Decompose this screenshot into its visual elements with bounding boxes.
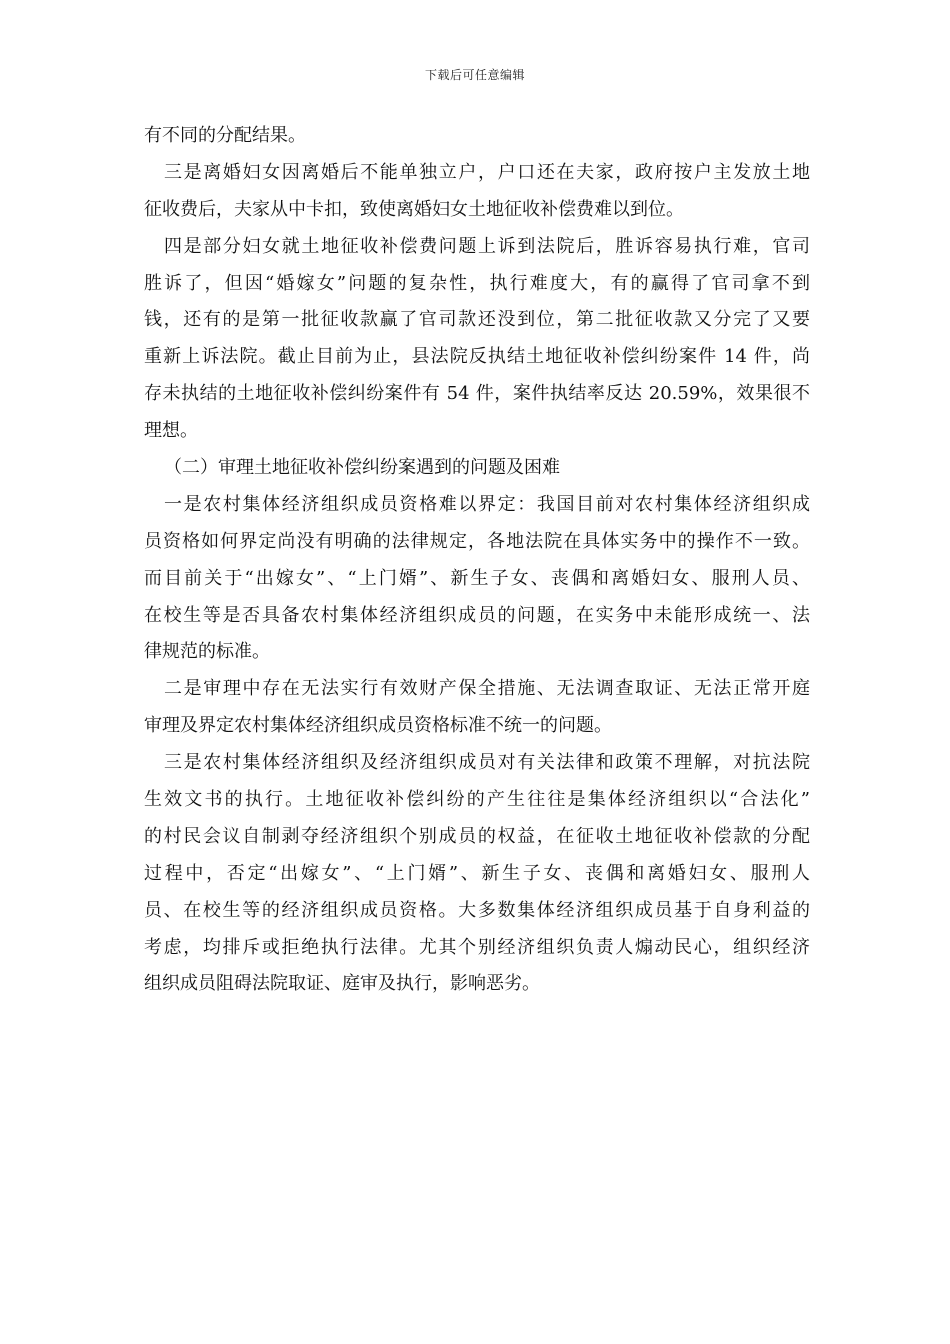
text-line: 过程中，否定“出嫁女”、“上门婿”、新生子女、丧偶和离婚妇女、服刑人 [144, 862, 810, 884]
text-line: 而目前关于“出嫁女”、“上门婿”、新生子女、丧偶和离婚妇女、服刑人员、 [144, 567, 810, 589]
text-line: （二）审理土地征收补偿纠纷案遇到的问题及困难 [164, 457, 560, 479]
text-line: 三是离婚妇女因离婚后不能单独立户，户口还在夫家，政府按户主发放土地 [164, 161, 810, 183]
page-header-note: 下载后可任意编辑 [424, 68, 525, 82]
text-line: 钱，还有的是第一批征收款赢了官司款还没到位，第二批征收款又分完了又要 [144, 309, 810, 331]
text-line: 胜诉了，但因“婚嫁女”问题的复杂性，执行难度大，有的赢得了官司拿不到 [144, 272, 810, 294]
text-line: 理想。 [144, 420, 198, 442]
text-line: 考虑，均排斥或拒绝执行法律。尤其个别经济组织负责人煽动民心，组织经济 [144, 936, 810, 958]
text-line: 审理及界定农村集体经济组织成员资格标准不统一的问题。 [144, 715, 612, 737]
text-line: 征收费后，夫家从中卡扣，致使离婚妇女土地征收补偿费难以到位。 [144, 198, 684, 220]
text-line: 有不同的分配结果。 [144, 125, 306, 146]
text-line: 员、在校生等的经济组织成员资格。大多数集体经济组织成员基于自身利益的 [144, 899, 810, 921]
text-line: 在校生等是否具备农村集体经济组织成员的问题，在实务中未能形成统一、法 [144, 604, 810, 626]
document-body [144, 118, 810, 1003]
text-line: 员资格如何界定尚没有明确的法律规定，各地法院在具体实务中的操作不一致。 [144, 530, 810, 552]
text-line: 生效文书的执行。土地征收补偿纠纷的产生往往是集体经济组织以“合法化” [144, 789, 810, 811]
text-line: 一是农村集体经济组织成员资格难以界定：我国目前对农村集体经济组织成 [164, 493, 810, 515]
text-line: 二是审理中存在无法实行有效财产保全措施、无法调查取证、无法正常开庭 [164, 678, 810, 700]
text-line: 三是农村集体经济组织及经济组织成员对有关法律和政策不理解，对抗法院 [164, 752, 810, 774]
text-line: 的村民会议自制剥夺经济组织个别成员的权益，在征收土地征收补偿款的分配 [144, 825, 810, 847]
text-line: 重新上诉法院。截止目前为止，县法院反执结土地征收补偿纠纷案件 14 件，尚 [144, 346, 810, 368]
text-line: 存未执结的土地征收补偿纠纷案件有 54 件，案件执结率反达 20.59%，效果很不 [144, 383, 810, 405]
text-line: 律规范的标准。 [144, 641, 270, 663]
text-line: 组织成员阻碍法院取证、庭审及执行，影响恶劣。 [144, 973, 540, 995]
text-line: 四是部分妇女就土地征收补偿费问题上诉到法院后，胜诉容易执行难，官司 [164, 235, 810, 257]
